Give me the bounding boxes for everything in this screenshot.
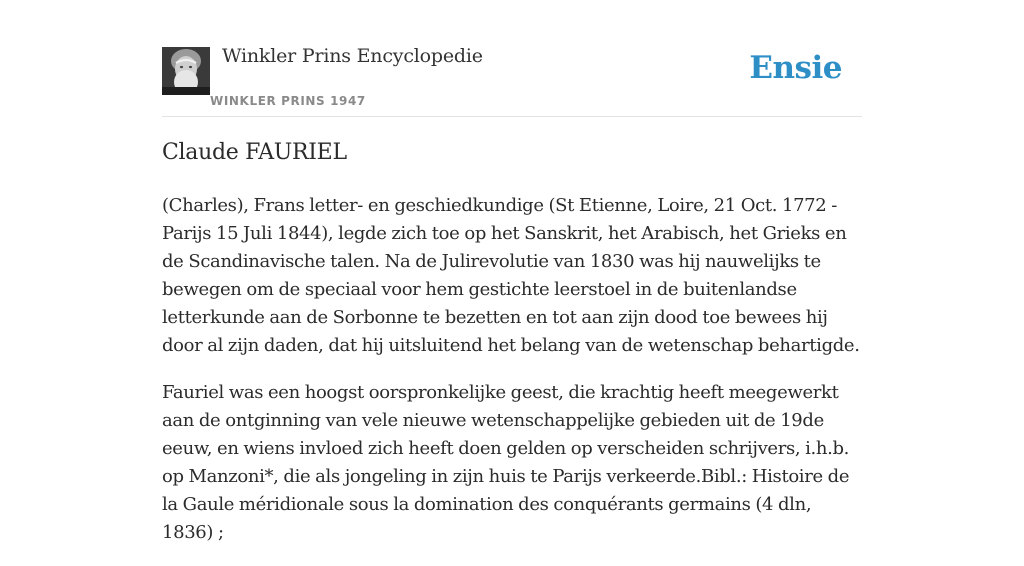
site-title[interactable]: Winkler Prins Encyclopedie xyxy=(222,45,483,67)
page xyxy=(162,0,862,543)
portrait-avatar-icon[interactable] xyxy=(162,47,210,95)
article-paragraph: (Charles), Frans letter- en geschiedkundige (St Etienne, Loire, 21 Oct. 1772 - Parijs 15 Juli 1844), legde zich toe op het Sanskrit, het Arabisch, het Grieks en de Scandinavische talen. Na de Julirevolutie van 1830 was hij nauwelijks te bewegen om de speciaal voor hem gestichte leerstoel in de buitenlandse letterkunde aan de Sorbonne te bezetten en tot aan zijn dood toe bewees hij door al zijn daden, dat hij uitsluitend het belang van de wetenschap behartigde. xyxy=(162,195,860,356)
encyclopedia-edition-label[interactable]: WINKLER PRINS 1947 xyxy=(210,94,366,108)
site-header xyxy=(162,0,862,117)
article-paragraph: Fauriel was een hoogst oorspronkelijke geest, die krachtig heeft meegewerkt aan de ontginning van vele nieuwe wetenschappelijke gebieden uit de 19de eeuw, en wiens invloed zich heeft doen gelden op verscheiden schrijvers, i.h.b. op Manzoni*, die als jongeling in zijn huis te Parijs verkeerde.Bibl.: Histoire de la Gaule méridionale sous la domination des conquérants germains (4 dln, 1836) ; xyxy=(162,382,850,543)
article-body xyxy=(162,192,862,566)
article-title: Claude FAURIEL xyxy=(162,140,347,165)
ensie-logo-link[interactable]: Ensie xyxy=(749,50,842,86)
